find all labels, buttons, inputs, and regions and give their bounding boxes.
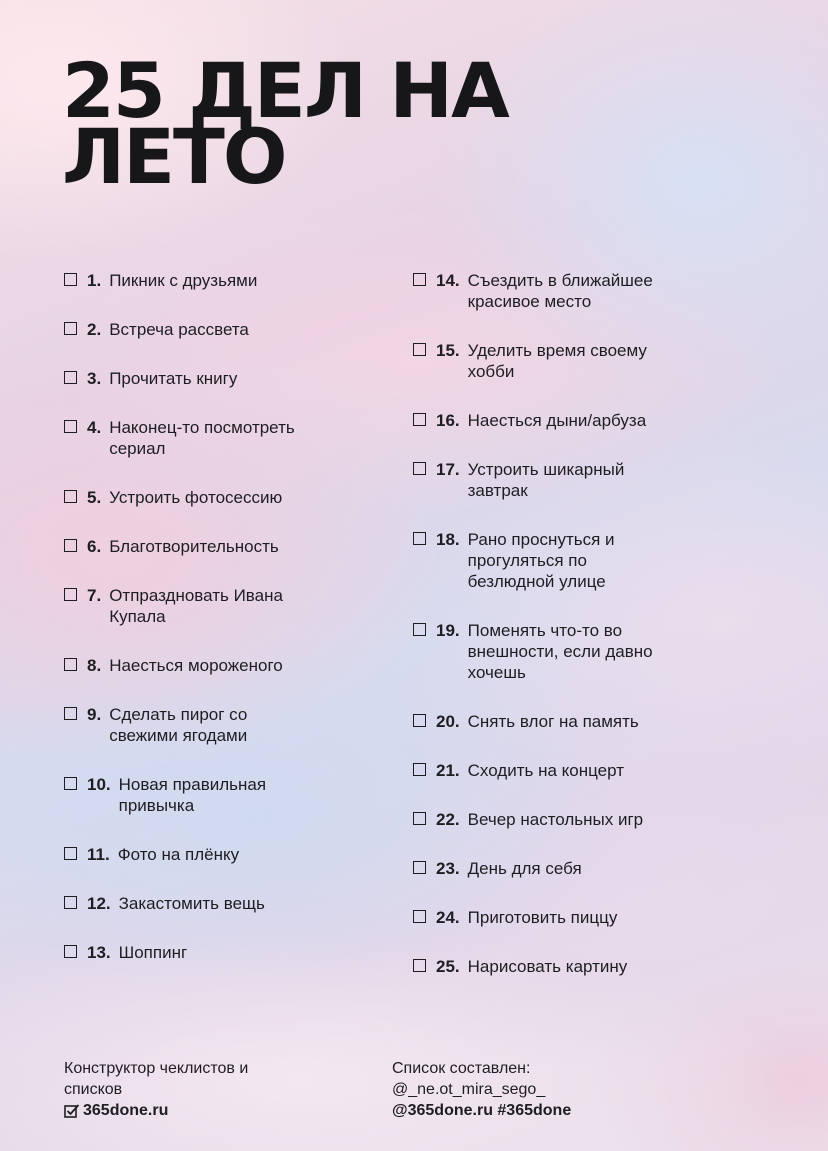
- item-text: Пикник с друзьями: [109, 271, 258, 290]
- footer-credit-left: [64, 1058, 344, 1121]
- item-number: 12.: [87, 894, 111, 913]
- checklist-item: [64, 655, 384, 676]
- checklist-item: [64, 368, 384, 389]
- checklist-item: [413, 760, 743, 781]
- item-number: 18.: [436, 530, 460, 549]
- item-number: 25.: [436, 957, 460, 976]
- item-text: День для себя: [467, 859, 582, 878]
- item-number: 10.: [87, 775, 111, 794]
- checkbox[interactable]: [64, 371, 77, 384]
- item-text: Шоппинг: [118, 943, 188, 962]
- item-number: 19.: [436, 621, 460, 640]
- item-number: 3.: [87, 369, 102, 388]
- item-number: 14.: [436, 271, 460, 290]
- item-number: 23.: [436, 859, 460, 878]
- item-number: 20.: [436, 712, 460, 731]
- brand-name: 365done.ru: [83, 1102, 169, 1119]
- checklist-item: [413, 459, 743, 501]
- footer-right-line-1: Список составлен:: [392, 1060, 531, 1077]
- checkbox[interactable]: [64, 273, 77, 286]
- checklist-item: [64, 487, 384, 508]
- checklist-item: [413, 809, 743, 830]
- site-hashtag[interactable]: @365done.ru #365done: [392, 1102, 572, 1119]
- checklist-item: [64, 704, 384, 746]
- checklist-item: [64, 417, 384, 459]
- footer-credit-right: [392, 1058, 732, 1121]
- item-number: 1.: [87, 271, 102, 290]
- checkbox[interactable]: [413, 273, 426, 286]
- checkbox-check-icon: [64, 1103, 80, 1119]
- checklist-item: [413, 907, 743, 928]
- title-line-1: 25 ДЕЛ НА: [62, 46, 508, 135]
- checklist-item: [64, 270, 384, 291]
- checklist-item: [64, 536, 384, 557]
- item-number: 22.: [436, 810, 460, 829]
- item-text: Встреча рассвета: [109, 320, 249, 339]
- checklist-left-column: [64, 270, 384, 991]
- checkbox[interactable]: [64, 945, 77, 958]
- item-number: 21.: [436, 761, 460, 780]
- checklist-item: [413, 858, 743, 879]
- checkbox[interactable]: [64, 420, 77, 433]
- checkbox[interactable]: [413, 532, 426, 545]
- checkbox[interactable]: [64, 896, 77, 909]
- item-number: 5.: [87, 488, 102, 507]
- item-text: Сделать пирог со свежими ягодами: [109, 705, 248, 745]
- item-text: Новая правильная привычка: [118, 775, 267, 815]
- item-number: 8.: [87, 656, 102, 675]
- checkbox[interactable]: [64, 490, 77, 503]
- checkbox[interactable]: [413, 623, 426, 636]
- checkbox[interactable]: [413, 763, 426, 776]
- checkbox[interactable]: [64, 588, 77, 601]
- item-text: Фото на плёнку: [117, 845, 240, 864]
- item-number: 2.: [87, 320, 102, 339]
- checklist-item: [413, 711, 743, 732]
- item-text: Наконец-то посмотреть сериал: [109, 418, 295, 458]
- item-text: Рано проснуться и прогуляться по безлюдной улице: [467, 530, 615, 591]
- item-text: Закастомить вещь: [118, 894, 265, 913]
- checkbox[interactable]: [413, 462, 426, 475]
- item-number: 7.: [87, 586, 102, 605]
- brand-link[interactable]: [64, 1100, 344, 1121]
- footer-left-line-2: списков: [64, 1081, 123, 1098]
- checkbox[interactable]: [413, 714, 426, 727]
- item-text: Сходить на концерт: [467, 761, 624, 780]
- checklist-right-column: [413, 270, 743, 1005]
- item-text: Прочитать книгу: [109, 369, 238, 388]
- checkbox[interactable]: [413, 343, 426, 356]
- item-text: Наесться мороженого: [109, 656, 283, 675]
- item-text: Нарисовать картину: [467, 957, 628, 976]
- item-number: 24.: [436, 908, 460, 927]
- item-text: Устроить фотосессию: [109, 488, 283, 507]
- checklist-item: [64, 585, 384, 627]
- checklist-item: [413, 529, 743, 592]
- item-number: 4.: [87, 418, 102, 437]
- checkbox[interactable]: [413, 910, 426, 923]
- item-text: Наесться дыни/арбуза: [467, 411, 647, 430]
- checkbox[interactable]: [64, 322, 77, 335]
- page-title: [62, 46, 508, 201]
- checklist-item: [64, 893, 384, 914]
- author-handle[interactable]: @_ne.ot_mira_sego_: [392, 1081, 546, 1098]
- item-number: 17.: [436, 460, 460, 479]
- title-line-2: ЛЕТО: [62, 112, 286, 201]
- checklist-item: [64, 942, 384, 963]
- item-text: Благотворительность: [109, 537, 279, 556]
- checklist-item: [413, 620, 743, 683]
- checkbox[interactable]: [413, 413, 426, 426]
- item-number: 11.: [87, 845, 110, 864]
- checklist-item: [413, 340, 743, 382]
- checklist-item: [413, 956, 743, 977]
- item-text: Поменять что-то во внешности, если давно хочешь: [467, 621, 653, 682]
- item-number: 9.: [87, 705, 102, 724]
- item-text: Отпраздновать Ивана Купала: [109, 586, 283, 626]
- item-text: Вечер настольных игр: [467, 810, 644, 829]
- checklist-item: [413, 270, 743, 312]
- checkbox[interactable]: [413, 959, 426, 972]
- checklist-item: [413, 410, 743, 431]
- item-text: Приготовить пиццу: [467, 908, 618, 927]
- checkbox[interactable]: [64, 539, 77, 552]
- footer-left-line-1: Конструктор чеклистов и: [64, 1060, 249, 1077]
- item-number: 6.: [87, 537, 102, 556]
- checkbox[interactable]: [64, 777, 77, 790]
- checkbox[interactable]: [64, 847, 77, 860]
- item-number: 13.: [87, 943, 111, 962]
- checkbox[interactable]: [413, 812, 426, 825]
- item-text: Съездить в ближайшее красивое место: [467, 271, 653, 311]
- checkbox[interactable]: [64, 658, 77, 671]
- checklist-item: [64, 844, 384, 865]
- checklist-item: [64, 319, 384, 340]
- item-text: Устроить шикарный завтрак: [467, 460, 625, 500]
- item-number: 16.: [436, 411, 460, 430]
- checklist-item: [64, 774, 384, 816]
- checkbox[interactable]: [413, 861, 426, 874]
- item-text: Уделить время своему хобби: [467, 341, 647, 381]
- checkbox[interactable]: [64, 707, 77, 720]
- item-number: 15.: [436, 341, 460, 360]
- item-text: Снять влог на память: [467, 712, 639, 731]
